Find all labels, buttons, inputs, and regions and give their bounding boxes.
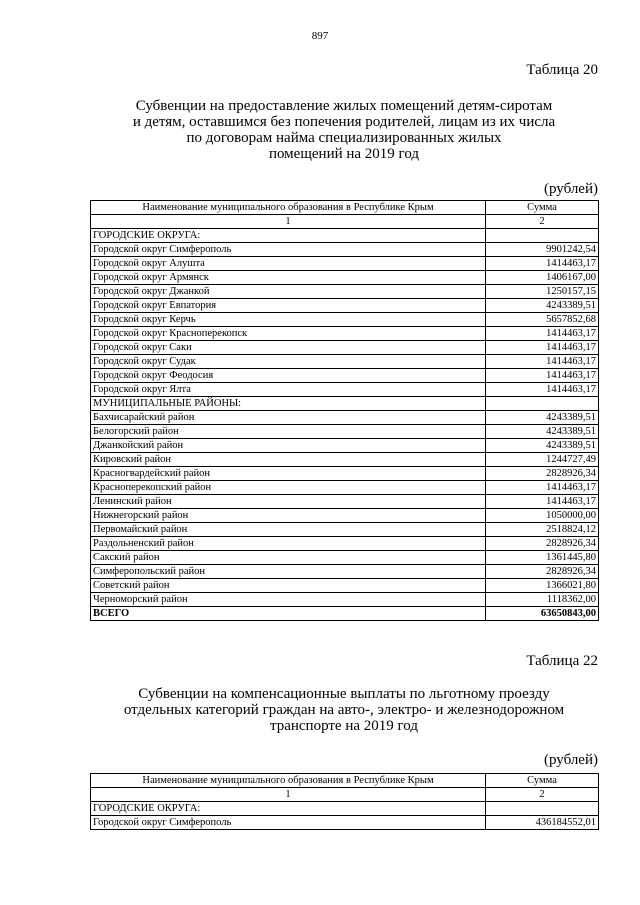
- row-name: Городской округ Судак: [91, 355, 486, 369]
- row-value: [486, 397, 599, 411]
- row-value: 1414463,17: [486, 369, 599, 383]
- table-row: [91, 816, 599, 830]
- table-row: [91, 383, 599, 397]
- column-header-sum: Сумма: [486, 201, 599, 215]
- table-row: [91, 299, 599, 313]
- column-number: 1: [91, 215, 486, 229]
- row-value: 1414463,17: [486, 257, 599, 271]
- row-value: 1414463,17: [486, 355, 599, 369]
- table-22: [90, 773, 599, 830]
- row-value: 1414463,17: [486, 383, 599, 397]
- table-20-title: [90, 98, 598, 162]
- table-row: [91, 593, 599, 607]
- title-line: транспорте на 2019 год: [269, 718, 419, 734]
- row-value: 436184552,01: [486, 816, 599, 830]
- row-value: 1406167,00: [486, 271, 599, 285]
- row-value: 4243389,51: [486, 299, 599, 313]
- column-number: 1: [91, 788, 486, 802]
- table-22-body: [91, 802, 599, 830]
- table-row: [91, 313, 599, 327]
- table-row: [91, 509, 599, 523]
- table-20-label: Таблица 20: [526, 62, 598, 78]
- table-row: [91, 453, 599, 467]
- row-name: Городской округ Феодосия: [91, 369, 486, 383]
- row-name: Первомайский район: [91, 523, 486, 537]
- row-value: 1414463,17: [486, 495, 599, 509]
- header-row: [91, 774, 599, 788]
- table-row: [91, 551, 599, 565]
- row-value: 1414463,17: [486, 327, 599, 341]
- row-name: Сакский район: [91, 551, 486, 565]
- row-name: Городской округ Саки: [91, 341, 486, 355]
- table-row: [91, 439, 599, 453]
- row-value: 1414463,17: [486, 481, 599, 495]
- row-name: Городской округ Симферополь: [91, 816, 486, 830]
- total-row: [91, 607, 599, 621]
- row-value: 4243389,51: [486, 425, 599, 439]
- column-header-sum: Сумма: [486, 774, 599, 788]
- row-value: 9901242,54: [486, 243, 599, 257]
- row-value: 2828926,34: [486, 537, 599, 551]
- table-20: [90, 200, 599, 621]
- row-value: 5657852,68: [486, 313, 599, 327]
- row-value: 2828926,34: [486, 467, 599, 481]
- row-value: 1250157,15: [486, 285, 599, 299]
- table-20-body: [91, 229, 599, 607]
- total-label: ВСЕГО: [91, 607, 486, 621]
- row-name: ГОРОДСКИЕ ОКРУГА:: [91, 229, 486, 243]
- title-line: и детям, оставшимся без попечения родителей, лицам из их числа: [132, 114, 556, 130]
- row-name: ГОРОДСКИЕ ОКРУГА:: [91, 802, 486, 816]
- row-name: Городской округ Ялта: [91, 383, 486, 397]
- row-name: Симферопольский район: [91, 565, 486, 579]
- row-name: Городской округ Алушта: [91, 257, 486, 271]
- table-row: [91, 537, 599, 551]
- table-row: [91, 425, 599, 439]
- table-row: [91, 369, 599, 383]
- total-value: 63650843,00: [486, 607, 599, 621]
- table-row: [91, 397, 599, 411]
- row-value: [486, 229, 599, 243]
- table-row: [91, 229, 599, 243]
- row-value: 1414463,17: [486, 341, 599, 355]
- table-row: [91, 355, 599, 369]
- table-row: [91, 411, 599, 425]
- row-value: 1118362,00: [486, 593, 599, 607]
- column-number-row: [91, 215, 599, 229]
- table-22-title: [90, 686, 598, 734]
- title-line: Субвенции на компенсационные выплаты по льготному проезду: [138, 686, 550, 702]
- table-row: [91, 327, 599, 341]
- row-value: 4243389,51: [486, 439, 599, 453]
- column-header-name: Наименование муниципального образования в Республике Крым: [91, 774, 486, 788]
- page-number: 897: [311, 30, 329, 42]
- row-name: Черноморский район: [91, 593, 486, 607]
- row-value: 1366021,80: [486, 579, 599, 593]
- row-value: 1361445,80: [486, 551, 599, 565]
- row-name: Нижнегорский район: [91, 509, 486, 523]
- table-row: [91, 495, 599, 509]
- row-name: Городской округ Евпатория: [91, 299, 486, 313]
- table-22-label: Таблица 22: [526, 653, 598, 669]
- table-row: [91, 523, 599, 537]
- row-name: Красногвардейский район: [91, 467, 486, 481]
- title-line: помещений на 2019 год: [268, 146, 420, 162]
- table-row: [91, 481, 599, 495]
- table-row: [91, 243, 599, 257]
- row-name: Городской округ Керчь: [91, 313, 486, 327]
- row-value: [486, 802, 599, 816]
- row-name: Бахчисарайский район: [91, 411, 486, 425]
- row-name: Джанкойский район: [91, 439, 486, 453]
- table-20-units: (рублей): [543, 181, 598, 197]
- row-value: 1050000,00: [486, 509, 599, 523]
- table-row: [91, 467, 599, 481]
- row-name: Советский район: [91, 579, 486, 593]
- row-value: 1244727,49: [486, 453, 599, 467]
- table-row: [91, 257, 599, 271]
- title-line: Субвенции на предоставление жилых помещений детям-сиротам: [135, 98, 553, 114]
- column-number-row: [91, 788, 599, 802]
- column-header-name: Наименование муниципального образования в Республике Крым: [91, 201, 486, 215]
- row-name: Городской округ Красноперекопск: [91, 327, 486, 341]
- row-name: Городской округ Армянск: [91, 271, 486, 285]
- table-row: [91, 285, 599, 299]
- header-row: [91, 201, 599, 215]
- row-name: Кировский район: [91, 453, 486, 467]
- row-value: 4243389,51: [486, 411, 599, 425]
- table-22-units: (рублей): [543, 752, 598, 768]
- title-line: отдельных категорий граждан на авто-, электро- и железнодорожном: [123, 702, 565, 718]
- row-value: 2828926,34: [486, 565, 599, 579]
- row-value: 2518824,12: [486, 523, 599, 537]
- row-name: Ленинский район: [91, 495, 486, 509]
- table-row: [91, 341, 599, 355]
- table-row: [91, 271, 599, 285]
- table-row: [91, 579, 599, 593]
- row-name: Раздольненский район: [91, 537, 486, 551]
- row-name: Белогорский район: [91, 425, 486, 439]
- row-name: Городской округ Джанкой: [91, 285, 486, 299]
- row-name: Красноперекопский район: [91, 481, 486, 495]
- row-name: МУНИЦИПАЛЬНЫЕ РАЙОНЫ:: [91, 397, 486, 411]
- column-number: 2: [486, 788, 599, 802]
- row-name: Городской округ Симферополь: [91, 243, 486, 257]
- table-row: [91, 565, 599, 579]
- column-number: 2: [486, 215, 599, 229]
- title-line: по договорам найма специализированных жилых: [186, 130, 502, 146]
- table-row: [91, 802, 599, 816]
